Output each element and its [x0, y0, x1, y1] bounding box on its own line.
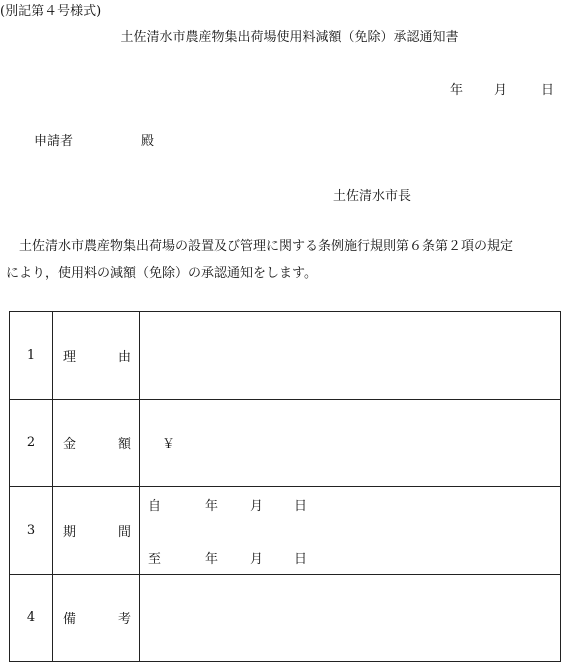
row-number: 2 — [10, 399, 53, 487]
approval-table — [9, 311, 561, 662]
body-text — [6, 233, 513, 287]
reason-value-cell[interactable] — [140, 312, 561, 400]
label-char: 額 — [117, 437, 131, 453]
date-year: 年 — [450, 83, 464, 98]
form-number: (別記第４号様式) — [0, 4, 102, 19]
row-label-amount — [53, 399, 140, 487]
table-row-reason — [10, 312, 561, 400]
document-title: 土佐清水市農産物集出荷場使用料減額（免除）承認通知書 — [120, 30, 459, 45]
remarks-value-cell[interactable] — [140, 574, 561, 662]
amount-value-cell[interactable] — [140, 399, 561, 487]
period-to-line — [148, 548, 307, 567]
row-number: 1 — [10, 312, 53, 400]
issuer-name: 土佐清水市長 — [333, 189, 412, 204]
label-char: 由 — [117, 349, 131, 365]
table-row-remarks — [10, 574, 561, 662]
period-to-month: 月 — [250, 552, 264, 567]
label-char: 理 — [63, 349, 77, 365]
date-line — [450, 79, 554, 98]
table-row-amount — [10, 399, 561, 487]
period-from-line — [148, 495, 307, 514]
label-char: 金 — [63, 437, 77, 453]
row-number: 3 — [10, 487, 53, 575]
period-to-day: 日 — [294, 552, 308, 567]
period-from-year: 年 — [205, 499, 219, 514]
applicant-label: 申請者 — [34, 134, 74, 149]
table-row-period — [10, 487, 561, 575]
period-to-label: 至 — [148, 552, 162, 567]
label-char: 備 — [63, 612, 77, 628]
row-number: 4 — [10, 574, 53, 662]
period-value-cell[interactable] — [140, 487, 561, 575]
label-char: 期 — [63, 524, 77, 540]
row-label-period — [53, 487, 140, 575]
label-char: 考 — [117, 612, 131, 628]
label-char: 間 — [117, 524, 131, 540]
yen-sign: ￥ — [162, 437, 176, 453]
period-from-day: 日 — [294, 499, 308, 514]
body-line-2: により，使用料の減額（免除）の承認通知をします。 — [6, 266, 317, 281]
row-label-remarks — [53, 574, 140, 662]
date-month: 月 — [494, 83, 508, 98]
date-day: 日 — [541, 83, 555, 98]
applicant-honorific: 殿 — [141, 134, 155, 149]
row-label-reason — [53, 312, 140, 400]
period-from-month: 月 — [250, 499, 264, 514]
period-to-year: 年 — [205, 552, 219, 567]
body-line-1: 土佐清水市農産物集出荷場の設置及び管理に関する条例施行規則第６条第２項の規定 — [6, 239, 514, 254]
applicant-line — [34, 130, 154, 149]
period-from-label: 自 — [148, 499, 162, 514]
